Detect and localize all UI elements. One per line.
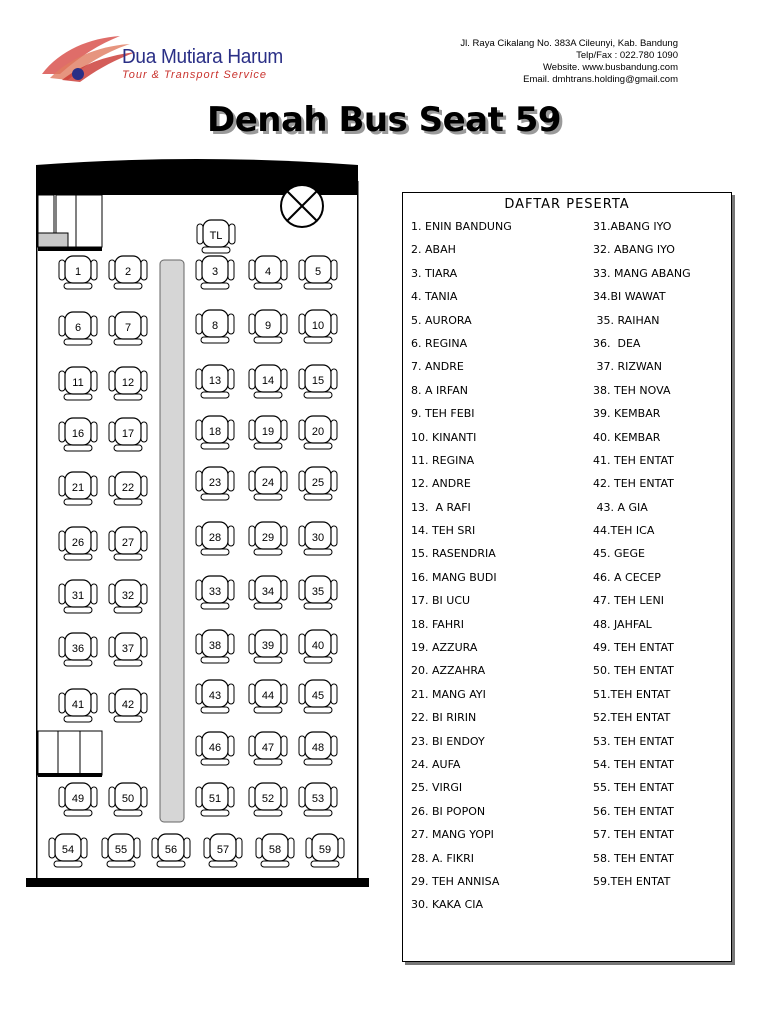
seat-number: 27 (121, 537, 135, 549)
participant-entry: 29. TEH ANNISA (411, 874, 500, 888)
seat (196, 256, 234, 289)
seat-number: 23 (208, 477, 222, 489)
participant-entry: 7. ANDRE (411, 360, 464, 374)
seat (59, 527, 97, 560)
participant-entry: 6. REGINA (411, 336, 468, 350)
participant-entry: 24. AUFA (411, 757, 461, 771)
seat (306, 834, 344, 867)
participant-entry: 23. BI ENDOY (411, 734, 485, 748)
rear-cabinet (80, 731, 102, 775)
participant-entry: 39. KEMBAR (593, 407, 661, 421)
participant-entry: 5. AURORA (411, 313, 472, 327)
seat (249, 522, 287, 555)
seat (196, 522, 234, 555)
seat (196, 416, 234, 449)
participant-entry: 8. A IRFAN (411, 383, 468, 397)
participant-entry: 35. RAIHAN (593, 313, 660, 327)
contact-phone: Telp/Fax : 022.780 1090 (576, 50, 678, 61)
participant-entry: 4. TANIA (411, 290, 458, 304)
seat (249, 467, 287, 500)
participant-entry: 13. A RAFI (411, 500, 471, 514)
seat (109, 418, 147, 451)
participant-column-left (411, 219, 512, 921)
seat-number: 53 (311, 793, 325, 805)
contact-email: Email. dmhtrans.holding@gmail.com (523, 74, 678, 85)
seat-number: 8 (211, 320, 219, 332)
seat (59, 472, 97, 505)
seat (249, 630, 287, 663)
contact-address: Jl. Raya Cikalang No. 383A Cileunyi, Kab. Bandung (460, 38, 678, 49)
seat-number: 17 (121, 428, 135, 440)
seat-number: 37 (121, 643, 135, 655)
seat-number: 59 (318, 844, 332, 856)
seat-number: 48 (311, 742, 325, 754)
participant-entry: 46. A CECEP (593, 570, 661, 584)
seat-number: 1 (74, 266, 82, 278)
participant-entry: 44.TEH ICA (593, 524, 655, 538)
seat (152, 834, 190, 867)
participant-entry: 16. MANG BUDI (411, 570, 497, 584)
participant-entry: 34.BI WAWAT (593, 290, 666, 304)
seat-number: 15 (311, 375, 325, 387)
participant-entry: 31.ABANG IYO (593, 220, 672, 233)
seat (299, 365, 337, 398)
rear-floor-line (38, 773, 102, 777)
participant-list (402, 192, 732, 962)
seat (249, 576, 287, 609)
seat (299, 416, 337, 449)
seat (197, 220, 235, 253)
participant-entry: 11. REGINA (411, 453, 475, 467)
participant-entry: 50. TEH ENTAT (593, 664, 674, 678)
seat (109, 689, 147, 722)
seat-number: 49 (71, 793, 85, 805)
seat-number: 32 (121, 590, 135, 602)
seat-number: 46 (208, 742, 222, 754)
seat (299, 630, 337, 663)
participant-entry: 21. MANG AYI (411, 687, 486, 701)
participant-entry: 41. TEH ENTAT (593, 453, 674, 467)
seat-number: 52 (261, 793, 275, 805)
bus-front-roof (36, 159, 358, 181)
seat (59, 783, 97, 816)
participant-entry: 17. BI UCU (411, 594, 471, 608)
seat (109, 527, 147, 560)
participant-entry: 40. KEMBAR (593, 430, 661, 444)
seat-number: 22 (121, 482, 135, 494)
seat (299, 783, 337, 816)
seat (109, 312, 147, 345)
seat-number: 9 (264, 320, 272, 332)
seat-number: 31 (71, 590, 85, 602)
seat (59, 580, 97, 613)
steering-wheel-icon (281, 185, 323, 227)
participant-entry: 3. TIARA (411, 266, 458, 280)
seat (249, 416, 287, 449)
participant-entry: 43. A GIA (593, 500, 648, 514)
seat-number: 18 (208, 426, 222, 438)
seat (299, 680, 337, 713)
bus-rear-bar (26, 878, 369, 887)
participant-entry: 58. TEH ENTAT (593, 851, 674, 865)
seat (196, 783, 234, 816)
seat (196, 630, 234, 663)
seat-number: 16 (71, 428, 85, 440)
seat-number: 36 (71, 643, 85, 655)
seat-number: 42 (121, 699, 135, 711)
seat-number: 51 (208, 793, 222, 805)
seat-number: 30 (311, 532, 325, 544)
seat-number: 11 (72, 377, 84, 389)
seat (299, 522, 337, 555)
participant-entry: 30. KAKA CIA (411, 898, 484, 912)
seat (49, 834, 87, 867)
seat (109, 367, 147, 400)
seat (59, 367, 97, 400)
seat (256, 834, 294, 867)
seat-number: 43 (208, 690, 222, 702)
seat (59, 312, 97, 345)
seat-number: 10 (311, 320, 325, 332)
seat-number: 13 (208, 375, 222, 387)
seat (299, 576, 337, 609)
seat (299, 732, 337, 765)
seat-number: 34 (261, 586, 275, 598)
rear-cabinet (58, 731, 80, 775)
seat-number: 7 (124, 322, 132, 334)
participant-entry: 25. VIRGI (411, 781, 463, 795)
logo-subtitle: Tour & Transport Service (122, 69, 268, 81)
seat (196, 467, 234, 500)
rear-cabinet (38, 731, 58, 775)
seat-number: TL (209, 230, 223, 242)
seat (249, 732, 287, 765)
contact-website: Website. www.busbandung.com (542, 62, 678, 73)
seat (196, 680, 234, 713)
front-cabinet (76, 195, 102, 247)
seat-number: 3 (211, 266, 219, 278)
participant-entry: 15. RASENDRIA (411, 547, 496, 561)
participant-entry: 48. JAHFAL (593, 617, 652, 631)
seat (249, 680, 287, 713)
seat-number: 26 (71, 537, 85, 549)
seat (196, 310, 234, 343)
seat (299, 310, 337, 343)
seat-number: 6 (74, 322, 82, 334)
seat-number: 54 (61, 844, 75, 856)
participant-column-right (593, 219, 691, 897)
participant-entry: 57. TEH ENTAT (593, 828, 674, 842)
participant-entry: 52.TEH ENTAT (593, 711, 671, 725)
participant-entry: 47. TEH LENI (593, 594, 664, 608)
seat (59, 256, 97, 289)
participant-entry: 59.TEH ENTAT (593, 874, 671, 888)
participant-entry: 18. FAHRI (411, 617, 464, 631)
seat (59, 633, 97, 666)
seat (249, 783, 287, 816)
participant-entry: 37. RIZWAN (593, 360, 662, 374)
participant-entry: 1. ENIN BANDUNG (411, 220, 512, 233)
participant-entry: 22. BI RIRIN (411, 711, 477, 725)
seat (196, 365, 234, 398)
participant-entry: 9. TEH FEBI (411, 407, 475, 421)
participant-entry: 49. TEH ENTAT (593, 641, 674, 655)
participant-entry: 54. TEH ENTAT (593, 757, 674, 771)
seat (109, 633, 147, 666)
seat-number: 58 (268, 844, 282, 856)
seat-number: 20 (311, 426, 325, 438)
seat-number: 40 (311, 640, 325, 652)
participant-entry: 2. ABAH (411, 243, 456, 257)
participant-entry: 53. TEH ENTAT (593, 734, 674, 748)
seat (102, 834, 140, 867)
participant-entry: 26. BI POPON (411, 804, 486, 818)
seat-number: 24 (261, 477, 275, 489)
seat-number: 41 (71, 699, 85, 711)
participant-entry: 56. TEH ENTAT (593, 804, 674, 818)
seat-number: 5 (314, 266, 322, 278)
seat-number: 2 (124, 266, 132, 278)
participant-entry: 28. A. FIKRI (411, 851, 474, 865)
seat (109, 580, 147, 613)
front-step (38, 233, 68, 247)
seat-number: 55 (114, 844, 128, 856)
seat-number: 25 (311, 477, 325, 489)
participant-entry: 33. MANG ABANG (593, 266, 691, 280)
seat (196, 576, 234, 609)
seat-number: 12 (121, 377, 135, 389)
seat (109, 472, 147, 505)
seat (196, 732, 234, 765)
aisle (160, 260, 184, 822)
participant-entry: 14. TEH SRI (411, 524, 476, 538)
seat-number: 33 (208, 586, 222, 598)
seat (59, 689, 97, 722)
seat-number: 47 (261, 742, 275, 754)
seat (109, 256, 147, 289)
seat-number: 57 (216, 844, 230, 856)
participant-entry: 36. DEA (593, 336, 641, 350)
participant-entry: 19. AZZURA (411, 641, 478, 655)
seat-number: 29 (261, 532, 275, 544)
seat (249, 365, 287, 398)
seat-number: 21 (71, 482, 85, 494)
seat-number: 39 (261, 640, 275, 652)
participant-entry: 51.TEH ENTAT (593, 687, 671, 701)
participant-entry: 20. AZZAHRA (411, 664, 486, 678)
seat-number: 28 (208, 532, 222, 544)
seat-number: 38 (208, 640, 222, 652)
bus-right-wall (357, 181, 359, 881)
page-title: Denah Bus Seat 59 (206, 100, 562, 140)
participant-entry: 42. TEH ENTAT (593, 477, 674, 491)
seat-number: 4 (264, 266, 272, 278)
seat-number: 44 (261, 690, 275, 702)
participant-entry: 27. MANG YOPI (411, 828, 494, 842)
seat (299, 467, 337, 500)
participant-entry: 45. GEGE (593, 547, 645, 561)
seat-number: 14 (261, 375, 275, 387)
seat-number: 50 (121, 793, 135, 805)
seat-number: 19 (261, 426, 275, 438)
logo-name: Dua Mutiara Harum (122, 46, 283, 68)
seat (109, 783, 147, 816)
participant-entry: 32. ABANG IYO (593, 243, 675, 257)
seat-number: 56 (164, 844, 178, 856)
bus-seat-plan (26, 157, 371, 892)
participant-entry: 38. TEH NOVA (593, 383, 671, 397)
participant-entry: 12. ANDRE (411, 477, 471, 491)
participant-list-title: DAFTAR PESERTA (504, 197, 630, 212)
contact-block (460, 38, 678, 86)
seat-number: 45 (311, 690, 325, 702)
seat (249, 310, 287, 343)
participant-entry: 55. TEH ENTAT (593, 781, 674, 795)
seat-number: 35 (311, 586, 325, 598)
participant-entry: 10. KINANTI (411, 430, 477, 444)
seat (204, 834, 242, 867)
bus-left-wall (36, 181, 38, 881)
seat (299, 256, 337, 289)
seat (249, 256, 287, 289)
front-floor-line (38, 247, 102, 251)
seat (59, 418, 97, 451)
